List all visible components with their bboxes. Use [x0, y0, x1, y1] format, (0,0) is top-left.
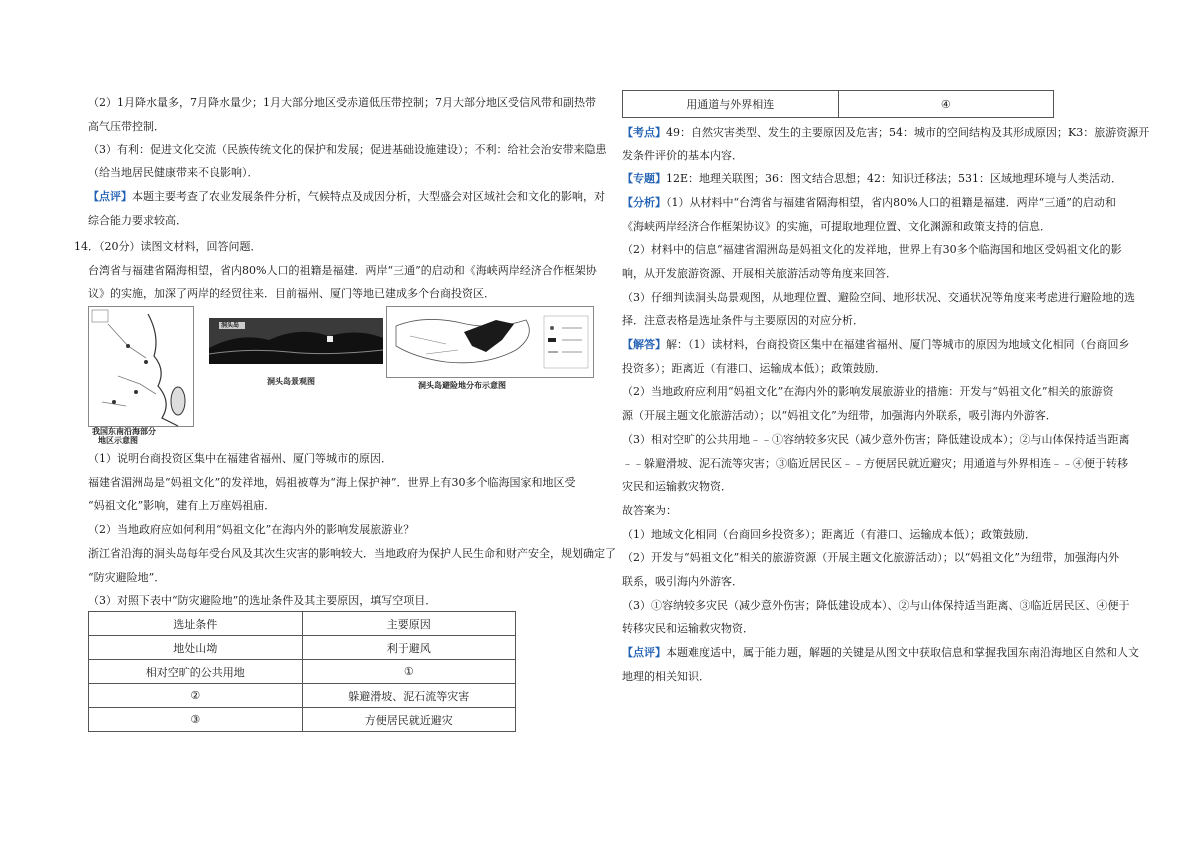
coastal-map-image — [88, 306, 194, 446]
table-row — [623, 91, 1054, 118]
site-selection-table — [88, 611, 516, 732]
subquestion: （1）说明台商投资区集中在福建省福州、厦门等城市的原因． — [88, 452, 392, 465]
material-line: 福建省湄洲岛是“妈祖文化”的发祥地，妈祖被尊为“海上保护神”．世界上有30多个临海国家和地区受 — [88, 476, 576, 489]
photo-label: 洞头岛 — [221, 322, 240, 329]
figure-caption: 洞头岛景观图 — [267, 376, 315, 386]
table-cell: 相对空旷的公共用地 — [89, 660, 303, 684]
material-line: “防灾避险地”． — [88, 571, 166, 584]
knowledge-point-tag: 【考点】 — [622, 126, 666, 139]
table-header: 选址条件 — [89, 612, 303, 636]
table-cell: 用通道与外界相连 — [623, 91, 839, 118]
answer-line: （3）①容纳较多灾民（减少意外伤害；降低建设成本）、②与山体保持适当距离、③临近居民区、④便于 — [622, 599, 1130, 612]
comment-line: 综合能力要求较高． — [88, 214, 187, 227]
answer-line: 联系，吸引海内外游客． — [622, 575, 743, 588]
answer-line: （2）开发与“妈祖文化”相关的旅游资源（开展主题文化旅游活动）；以“妈祖文化”为纽带，加强海内外 — [622, 551, 1119, 564]
table-cell: ① — [302, 660, 516, 684]
figure-caption: 我国东南沿海部分 — [92, 426, 156, 436]
analysis-line: 择．注意表格是选址条件与主要原因的对应分析． — [622, 314, 864, 327]
table-cell: 躲避滑坡、泥石流等灾害 — [302, 684, 516, 708]
analysis-line: （2）材料中的信息“福建省湄洲岛是妈祖文化的发祥地，世界上有30多个临海国和地区受妈祖文化的影 — [622, 243, 1122, 256]
answer-line: （3）有利：促进文化交流（民族传统文化的保护和发展；促进基础设施建设）；不利：给社会治安带来隐患 — [88, 143, 607, 156]
table-cell: 方便居民就近避灾 — [302, 708, 516, 732]
comment-tag: 【点评】 — [88, 190, 132, 203]
table-row — [89, 708, 516, 732]
comment-line: 地理的相关知识． — [622, 670, 710, 683]
solution-line: 【解答】解：（1）读材料，台商投资区集中在福建省福州、厦门等城市的原因为地域文化相同（台商回乡 — [622, 338, 1130, 351]
refuge-map-image — [386, 306, 594, 378]
table-cell: ④ — [838, 91, 1054, 118]
topic-line: 【专题】12E：地理关联图；36：图文结合思想；42：知识迁移法；531：区域地理环境与人类活动． — [622, 172, 1123, 185]
answer-line: （给当地居民健康带来不良影响）． — [88, 166, 259, 179]
comment-line: 【点评】本题主要考查了农业发展条件分析，气候特点及成因分析，大型盛会对区域社会和文化的影响，对 — [88, 190, 605, 203]
material-line: “妈祖文化”影响，建有上万座妈祖庙． — [88, 499, 276, 512]
table-cell: ③ — [89, 708, 303, 732]
figure-caption: 洞头岛避险地分布示意图 — [418, 380, 506, 390]
island-landscape-figure — [209, 318, 383, 386]
table-row — [89, 660, 516, 684]
answer-line: （1）地域文化相同（台商回乡投资多）；距离近（有港口、运输成本低）；政策鼓励． — [622, 528, 1036, 541]
answer-line: （2）1月降水量多，7月降水量少；1月大部分地区受赤道低压带控制；7月大部分地区受信风带和副热带 — [88, 96, 596, 109]
comment-line: 【点评】本题难度适中，属于能力题，解题的关键是从图文中获取信息和掌握我国东南沿海地区自然和人文 — [622, 646, 1139, 659]
table-cell: 地处山坳 — [89, 636, 303, 660]
comment-tag: 【点评】 — [622, 646, 666, 659]
material-line: 议》的实施，加深了两岸的经贸往来．目前福州、厦门等地已建成多个台商投资区． — [88, 287, 495, 300]
table-row — [89, 684, 516, 708]
table-header-row — [89, 612, 516, 636]
figure-caption: 地区示意图 — [98, 435, 138, 445]
site-selection-table-continued — [622, 90, 1054, 118]
refuge-map-figure — [386, 306, 594, 390]
solution-line: （3）相对空旷的公共用地﹣﹣①容纳较多灾民（减少意外伤害；降低建设成本）；②与山体保持适当距离 — [622, 433, 1130, 446]
table-header: 主要原因 — [302, 612, 516, 636]
subquestion: （2）当地政府应如何利用“妈祖文化”在海内外的影响发展旅游业？ — [88, 523, 415, 536]
analysis-line: 【分析】（1）从材料中“台湾省与福建省隔海相望，省内80%人口的祖籍是福建．两岸“三通”的启动和 — [622, 196, 1116, 209]
knowledge-point-line: 【考点】49：自然灾害类型、发生的主要原因及危害；54：城市的空间结构及其形成原因；K3：旅游资源开 — [622, 126, 1150, 139]
answer-heading: 故答案为： — [622, 504, 677, 517]
coastal-map-figure — [88, 306, 194, 446]
solution-tag: 【解答】 — [622, 338, 666, 351]
answer-line: 转移灾民和运输救灾物资． — [622, 622, 754, 635]
solution-line: ﹣﹣躲避滑坡、泥石流等灾害；③临近居民区﹣﹣方便居民就近避灾；用通道与外界相连﹣﹣④便于转移 — [622, 457, 1128, 470]
analysis-line: 《海峡两岸经济合作框架协议》的实施，可提取地理位置、文化渊源和政策支持的信息． — [622, 220, 1051, 233]
solution-line: （2）当地政府应利用“妈祖文化”在海内外的影响发展旅游业的措施：开发与“妈祖文化”相关的旅游资 — [622, 385, 1114, 398]
subquestion: （3）对照下表中“防灾避险地”的选址条件及其主要原因，填写空项目． — [88, 594, 437, 607]
table-cell: 利于避风 — [302, 636, 516, 660]
solution-line: 源（开展主题文化旅游活动）；以“妈祖文化”为纽带，加强海内外联系，吸引海内外游客． — [622, 409, 1057, 422]
question-title: 14．（20分）读图文材料，回答问题． — [74, 240, 262, 253]
knowledge-point-line: 发条件评价的基本内容． — [622, 149, 743, 162]
material-line: 浙江省沿海的洞头岛每年受台风及其次生灾害的影响较大．当地政府为保护人民生命和财产安全，规划确定了 — [88, 547, 616, 560]
topic-tag: 【专题】 — [622, 172, 666, 185]
analysis-line: 响，从开发旅游资源、开展相关旅游活动等角度来回答． — [622, 267, 897, 280]
material-line: 台湾省与福建省隔海相望，省内80%人口的祖籍是福建．两岸“三通”的启动和《海峡两岸经济合作框架协 — [88, 264, 597, 277]
solution-line: 灾民和运输救灾物资． — [622, 480, 732, 493]
table-cell: ② — [89, 684, 303, 708]
analysis-line: （3）仔细判读洞头岛景观图，从地理位置、避险空间、地形状况、交通状况等角度来考虑进行避险地的选 — [622, 291, 1135, 304]
answer-line: 高气压带控制． — [88, 120, 165, 133]
solution-line: 投资多）；距离近（有港口、运输成本低）；政策鼓励． — [622, 362, 886, 375]
table-row — [89, 636, 516, 660]
analysis-tag: 【分析】 — [622, 196, 666, 209]
